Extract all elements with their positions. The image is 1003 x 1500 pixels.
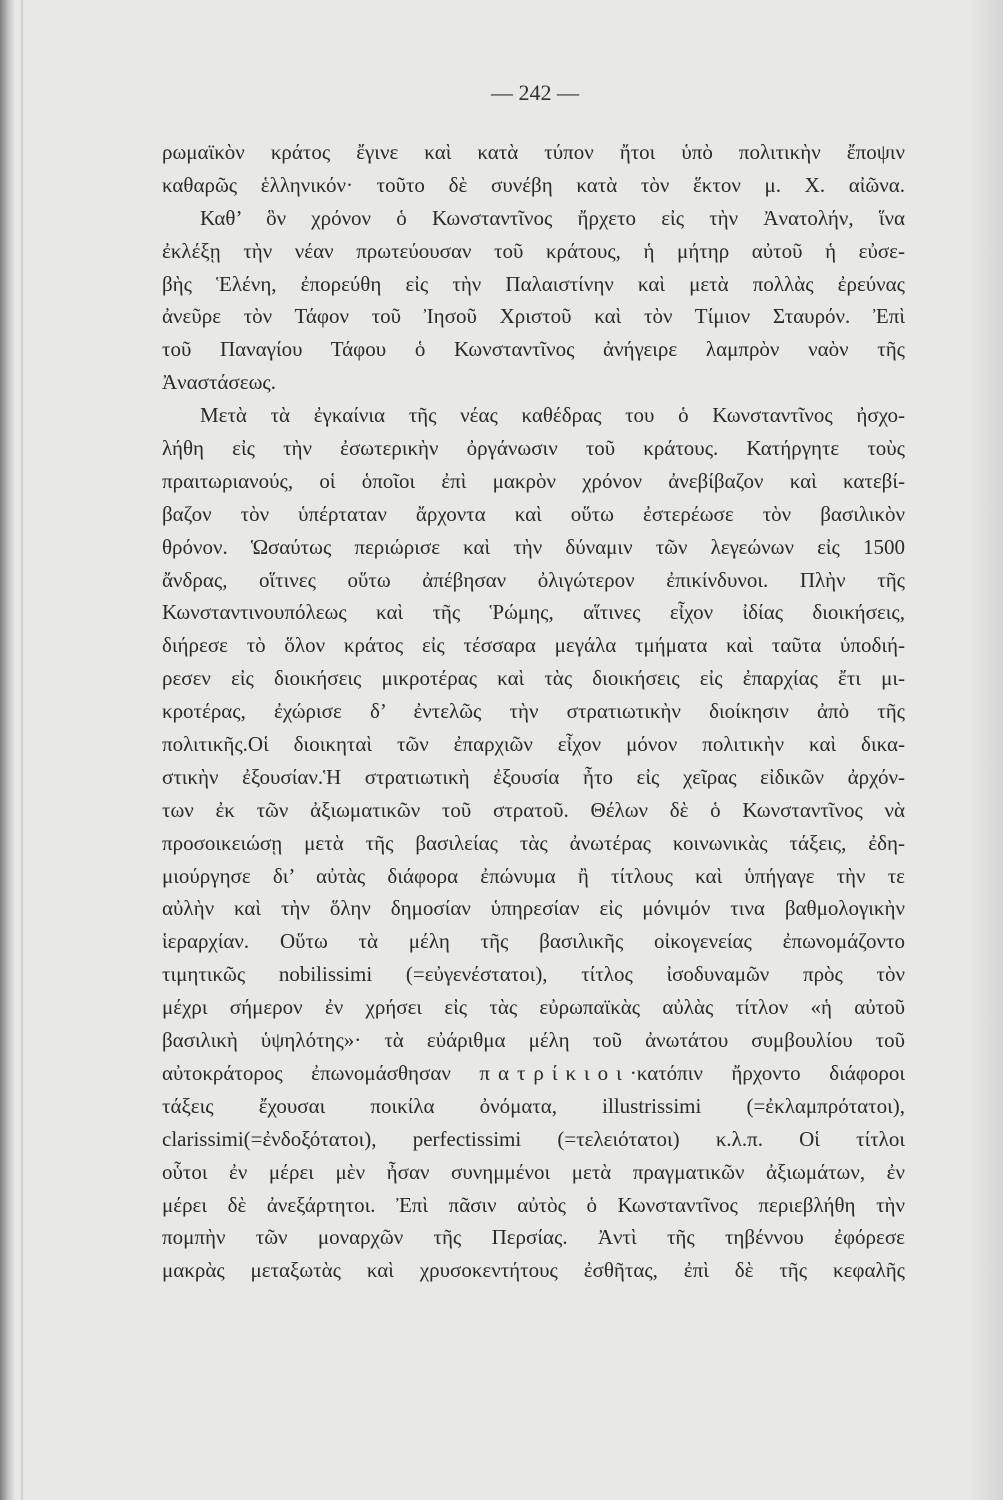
spaced-emphasis-word: πατρίκιοι bbox=[479, 1060, 630, 1085]
text-line bbox=[162, 531, 905, 564]
page-binding-shadow bbox=[0, 0, 14, 1500]
line-text: τάξεις ἔχουσαι ποικίλα ὀνόματα, illustrissimi (=ἐκλαμπρότατοι), bbox=[162, 1093, 905, 1118]
line-text: Μετὰ τὰ ἐγκαίνια τῆς νέας καθέδρας του ὁ Κωνσταντῖνος ἠσχο- bbox=[200, 403, 905, 428]
line-text: clarissimi(=ἐνδοξότατοι), perfectissimi (=τελειότατοι) κ.λ.π. Οἱ τίτλοι bbox=[162, 1126, 905, 1151]
line-text: τοῦ Παναγίου Τάφου ὁ Κωνσταντῖνος ἀνήγειρε λαμπρὸν ναὸν τῆς bbox=[162, 337, 905, 362]
line-text: πομπὴν τῶν μοναρχῶν τῆς Περσίας. Ἀντὶ τῆς τηβέννου ἐφόρεσε bbox=[162, 1225, 905, 1250]
text-line bbox=[162, 991, 905, 1024]
text-line bbox=[162, 432, 905, 465]
line-text: οὗτοι ἐν μέρει μὲν ἦσαν συνημμένοι μετὰ πραγματικῶν ἀξιωμάτων, ἐν bbox=[162, 1159, 905, 1184]
body-text bbox=[162, 136, 905, 1287]
text-line bbox=[162, 333, 905, 366]
paragraph-last-line bbox=[162, 366, 905, 399]
line-text: βασιλικὴ ὑψηλότης»· τὰ εὐάριθμα μέλη τοῦ ἀνωτάτου συμβουλίου τοῦ bbox=[162, 1028, 905, 1053]
text-line bbox=[162, 1123, 905, 1156]
line-text: ἱεραρχίαν. Οὕτω τὰ μέλη τῆς βασιλικῆς οἰκογενείας ἐπωνομάζοντο bbox=[162, 929, 905, 954]
line-text: μακρὰς μεταξωτὰς καὶ χρυσοκεντήτους ἐσθῆτας, ἐπὶ δὲ τῆς κεφαλῆς bbox=[162, 1258, 905, 1283]
text-line bbox=[162, 629, 905, 662]
line-text: διήρεσε τὸ ὅλον κράτος εἰς τέσσαρα μεγάλα τμήματα καὶ ταῦτα ὑποδιή- bbox=[162, 633, 905, 658]
line-text: Καθ’ ὃν χρόνον ὁ Κωνσταντῖνος ἤρχετο εἰς τὴν Ἀνατολήν, ἵνα bbox=[200, 205, 905, 230]
line-text: πραιτωριανούς, οἱ ὁποῖοι ἐπὶ μακρὸν χρόνον ἀνεβίβαζον καὶ κατεβί- bbox=[162, 468, 905, 493]
paragraph-first-line bbox=[162, 202, 905, 235]
text-line bbox=[162, 860, 905, 893]
text-line bbox=[162, 958, 905, 991]
text-line bbox=[162, 300, 905, 333]
text-line bbox=[162, 268, 905, 301]
line-text: καθαρῶς ἑλληνικόν· τοῦτο δὲ συνέβη κατὰ τὸν ἕκτον μ. Χ. αἰῶνα. bbox=[162, 172, 905, 197]
text-line bbox=[162, 728, 905, 761]
line-text: ρωμαϊκὸν κράτος ἔγινε καὶ κατὰ τύπον ἤτοι ὑπὸ πολιτικὴν ἔποψιν bbox=[162, 140, 905, 164]
line-text: Ἀναστάσεως. bbox=[162, 370, 276, 395]
line-text-part: αὐτοκράτορος ἐπωνομάσθησαν bbox=[162, 1060, 451, 1085]
line-text: μέχρι σήμερον ἐν χρήσει εἰς τὰς εὐρωπαϊκὰς αὐλὰς τίτλον «ἡ αὐτοῦ bbox=[162, 995, 905, 1020]
line-text: ρεσεν εἰς διοικήσεις μικροτέρας καὶ τὰς διοικήσεις εἰς ἐπαρχίας ἔτι μι- bbox=[162, 666, 905, 691]
text-line bbox=[162, 794, 905, 827]
text-line bbox=[162, 136, 905, 169]
text-line bbox=[162, 235, 905, 268]
text-line bbox=[162, 1024, 905, 1057]
text-line bbox=[162, 1090, 905, 1123]
line-text: θρόνον. Ὡσαύτως περιώρισε καὶ τὴν δύναμιν τῶν λεγεώνων εἰς 1500 bbox=[162, 534, 905, 559]
text-line bbox=[162, 596, 905, 629]
paragraph-first-line bbox=[162, 399, 905, 432]
text-line bbox=[162, 498, 905, 531]
text-line bbox=[162, 1156, 905, 1189]
line-text-part: ·κατόπιν ἤρχοντο διάφοροι bbox=[629, 1060, 905, 1085]
line-text bbox=[162, 1057, 905, 1090]
text-line bbox=[162, 1254, 905, 1287]
text-line bbox=[162, 761, 905, 794]
line-text: ἄνδρας, οἵτινες οὕτω ἀπέβησαν ὀλιγώτερον ἐπικίνδυνοι. Πλὴν τῆς bbox=[162, 567, 905, 592]
text-line bbox=[162, 465, 905, 498]
line-text: στικὴν ἐξουσίαν.Ἡ στρατιωτικὴ ἐξουσία ἦτο εἰς χεῖρας εἰδικῶν ἀρχόν- bbox=[162, 764, 905, 789]
line-text: βὴς Ἑλένη, ἐπορεύθη εἰς τὴν Παλαιστίνην καὶ μετὰ πολλὰς ἐρεύνας bbox=[162, 271, 905, 296]
line-text: μιούργησε δι’ αὐτὰς διάφορα ἐπώνυμα ἢ τίτλους καὶ ὑπήγαγε τὴν τε bbox=[162, 863, 905, 888]
text-line bbox=[162, 564, 905, 597]
page-number: — 242 — bbox=[491, 80, 579, 105]
text-line bbox=[162, 169, 905, 202]
text-line bbox=[162, 1057, 905, 1090]
line-text: λήθη εἰς τὴν ἐσωτερικὴν ὀργάνωσιν τοῦ κράτους. Κατήργητε τοὺς bbox=[162, 436, 905, 461]
text-line bbox=[162, 1221, 905, 1254]
binding-line bbox=[21, 0, 23, 1500]
text-line bbox=[162, 695, 905, 728]
line-text: ἀνεῦρε τὸν Τάφον τοῦ Ἰησοῦ Χριστοῦ καὶ τὸν Τίμιον Σταυρόν. Ἐπὶ bbox=[162, 304, 905, 329]
line-text: βαζον τὸν ὑπέρταταν ἄρχοντα καὶ οὕτω ἐστερέωσε τὸν βασιλικὸν bbox=[162, 501, 905, 526]
text-line bbox=[162, 892, 905, 925]
line-text: κροτέρας, ἐχώρισε δ’ ἐντελῶς τὴν στρατιωτικὴν διοίκησιν ἀπὸ τῆς bbox=[162, 699, 905, 724]
text-line bbox=[162, 827, 905, 860]
line-text: προσοικειώσῃ μετὰ τῆς βασιλείας τὰς ἀνωτέρας κοινωνικὰς τάξεις, ἐδη- bbox=[162, 830, 905, 855]
line-text: Κωνσταντινουπόλεως καὶ τῆς Ῥώμης, αἵτινες εἶχον ἰδίας διοικήσεις, bbox=[162, 600, 905, 625]
text-line bbox=[162, 662, 905, 695]
line-text: αὐλὴν καὶ τὴν ὅλην δημοσίαν ὑπηρεσίαν εἰς μόνιμόν τινα βαθμολογικὴν bbox=[162, 896, 905, 921]
page-edge-shadow bbox=[969, 0, 1003, 1500]
text-line bbox=[162, 1189, 905, 1222]
line-text: τιμητικῶς nobilissimi (=εὐγενέστατοι), τίτλος ἰσοδυναμῶν πρὸς τὸν bbox=[162, 962, 905, 987]
line-text: μέρει δὲ ἀνεξάρτητοι. Ἐπὶ πᾶσιν αὐτὸς ὁ Κωνσταντῖνος περιεβλήθη τὴν bbox=[162, 1192, 905, 1217]
line-text: ἐκλέξῃ τὴν νέαν πρωτεύουσαν τοῦ κράτους, ἡ μήτηρ αὐτοῦ ἡ εὐσε- bbox=[162, 238, 905, 263]
line-text: των ἐκ τῶν ἀξιωματικῶν τοῦ στρατοῦ. Θέλων δὲ ὁ Κωνσταντῖνος νὰ bbox=[162, 797, 905, 822]
line-text: πολιτικῆς.Οἱ διοικηταὶ τῶν ἐπαρχιῶν εἶχον μόνον πολιτικὴν καὶ δικα- bbox=[162, 732, 905, 757]
text-line bbox=[162, 925, 905, 958]
